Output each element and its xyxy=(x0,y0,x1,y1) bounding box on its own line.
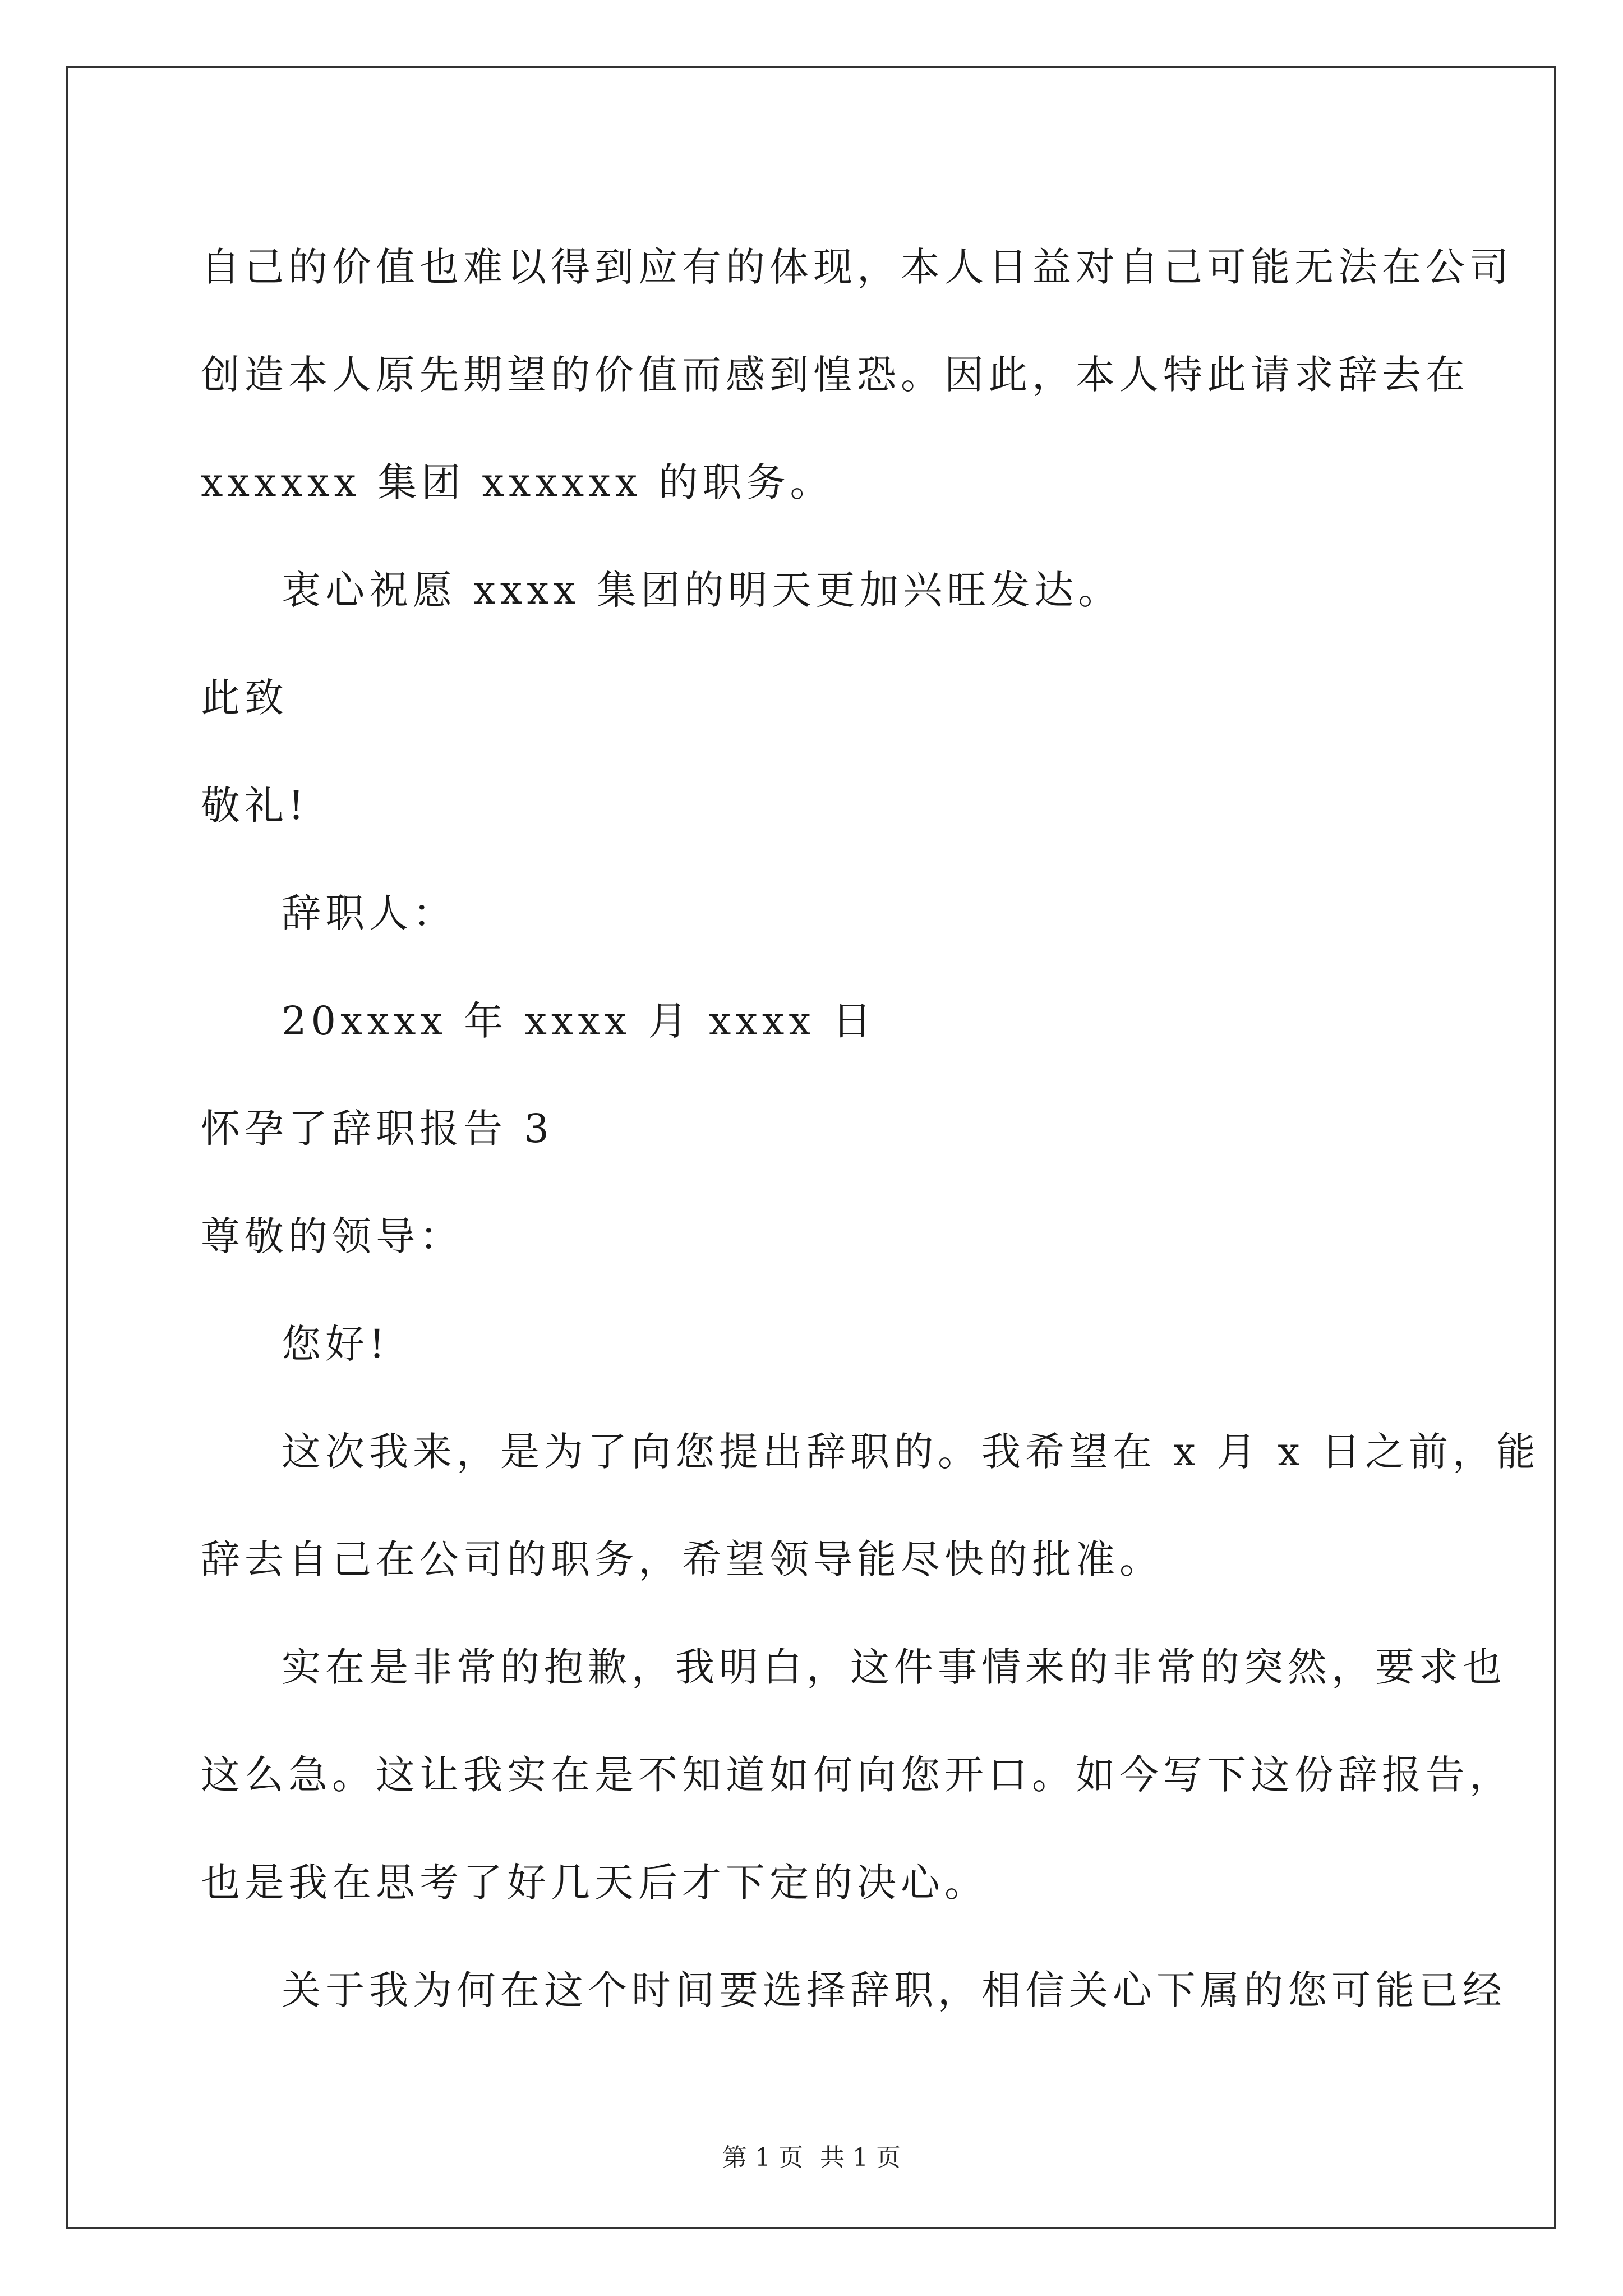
closing-line: 此致 xyxy=(201,675,288,721)
page-total: 共 1 页 xyxy=(820,2143,901,2172)
greeting-line: 尊敬的领导： xyxy=(201,1213,463,1259)
page-footer xyxy=(0,2137,1623,2173)
paragraph-line: 辞去自己在公司的职务，希望领导能尽快的批准。 xyxy=(201,1536,1163,1582)
paragraph-line: 衷心祝愿 xxxx 集团的明天更加兴旺发达。 xyxy=(282,567,1122,613)
paragraph-line: 也是我在思考了好几天后才下定的决心。 xyxy=(201,1860,988,1906)
paragraph-line: 关于我为何在这个时间要选择辞职，相信关心下属的您可能已经 xyxy=(282,1967,1506,2013)
section-heading: 怀孕了辞职报告 3 xyxy=(201,1106,554,1152)
paragraph-line: 这么急。这让我实在是不知道如何向您开口。如今写下这份辞报告， xyxy=(201,1752,1513,1798)
paragraph-line: 这次我来，是为了向您提出辞职的。我希望在 x 月 x 日之前，能 xyxy=(282,1429,1540,1475)
paragraph-line: 创造本人原先期望的价值而感到惶恐。因此，本人特此请求辞去在 xyxy=(201,352,1469,398)
page-number: 第 1 页 xyxy=(722,2143,803,2172)
paragraph-line: 实在是非常的抱歉，我明白，这件事情来的非常的突然，要求也 xyxy=(282,1644,1506,1690)
date-line: 20xxxx 年 xxxx 月 xxxx 日 xyxy=(282,998,877,1044)
paragraph-line: xxxxxx 集团 xxxxxx 的职务。 xyxy=(201,459,834,505)
greeting-line: 您好! xyxy=(282,1321,390,1367)
signature-label: 辞职人： xyxy=(282,890,457,936)
salutation-line: 敬礼! xyxy=(201,783,309,829)
document-body xyxy=(201,213,1540,2044)
paragraph-line: 自己的价值也难以得到应有的体现，本人日益对自己可能无法在公司 xyxy=(201,244,1513,290)
